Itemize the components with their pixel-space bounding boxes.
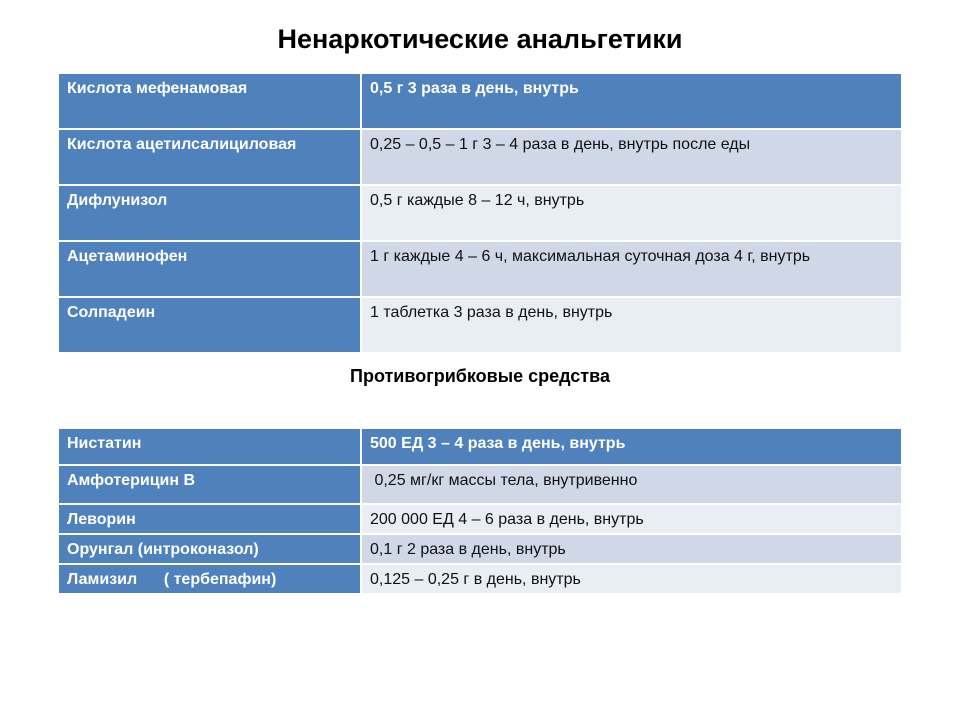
drug-name-cell: Орунгал (интроконазол) — [58, 534, 361, 564]
dosage-cell: 500 ЕД 3 – 4 раза в день, внутрь — [361, 428, 902, 465]
dosage-cell: 0,5 г каждые 8 – 12 ч, внутрь — [361, 185, 902, 241]
dosage-cell: 0,5 г 3 раза в день, внутрь — [361, 73, 902, 129]
table-row — [58, 73, 902, 129]
analgesics-table — [57, 72, 903, 354]
drug-name-cell: Ламизил ( тербепафин) — [58, 564, 361, 594]
dosage-cell: 200 000 ЕД 4 – 6 раза в день, внутрь — [361, 504, 902, 534]
table-row — [58, 534, 902, 564]
table-row — [58, 428, 902, 465]
drug-name-cell: Нистатин — [58, 428, 361, 465]
drug-name-cell: Кислота ацетилсалициловая — [58, 129, 361, 185]
dosage-cell: 1 г каждые 4 – 6 ч, максимальная суточная доза 4 г, внутрь — [361, 241, 902, 297]
table-row — [58, 129, 902, 185]
table-row — [58, 465, 902, 504]
drug-name-cell: Амфотерицин В — [58, 465, 361, 504]
table-row — [58, 185, 902, 241]
antifungals-table — [57, 427, 903, 595]
table-row — [58, 504, 902, 534]
drug-name-cell: Дифлунизол — [58, 185, 361, 241]
table-row — [58, 297, 902, 353]
table-row — [58, 241, 902, 297]
page-title: Ненаркотические анальгетики — [277, 24, 683, 54]
dosage-cell: 0,125 – 0,25 г в день, внутрь — [361, 564, 902, 594]
section-subtitle: Противогрибковые средства — [350, 366, 610, 386]
drug-name-cell: Ацетаминофен — [58, 241, 361, 297]
dosage-cell: 0,1 г 2 раза в день, внутрь — [361, 534, 902, 564]
dosage-cell: 1 таблетка 3 раза в день, внутрь — [361, 297, 902, 353]
dosage-cell: 0,25 мг/кг массы тела, внутривенно — [361, 465, 902, 504]
drug-name-cell: Леворин — [58, 504, 361, 534]
table-row — [58, 564, 902, 594]
dosage-cell: 0,25 – 0,5 – 1 г 3 – 4 раза в день, внутрь после еды — [361, 129, 902, 185]
drug-name-cell: Кислота мефенамовая — [58, 73, 361, 129]
drug-name-cell: Солпадеин — [58, 297, 361, 353]
